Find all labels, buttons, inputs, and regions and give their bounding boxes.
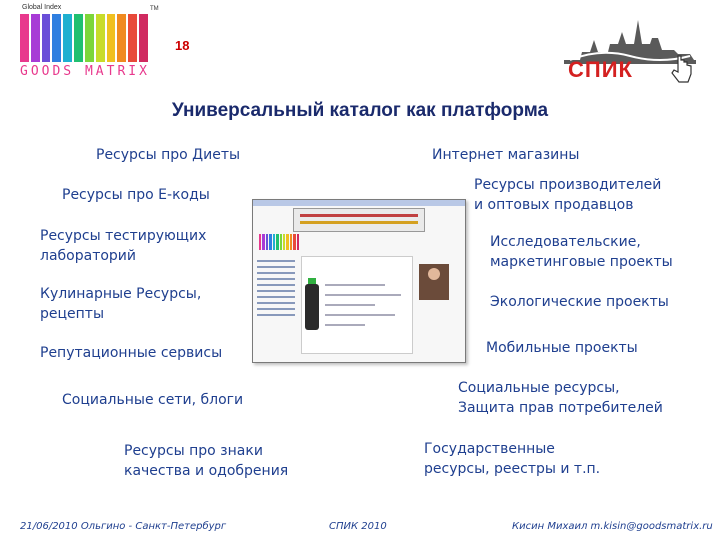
logo-bar [107, 14, 116, 62]
site-sidebar [257, 256, 295, 320]
left-item-testing-labs: Ресурсы тестирующих лабораторий [40, 228, 207, 264]
logo-bar [276, 234, 278, 250]
logo-bar [286, 234, 288, 250]
right-item-government: Государственные ресурсы, реестры и т.п. [424, 441, 601, 477]
right-item-manufacturers: Ресурсы производителей и оптовых продавцов [474, 177, 662, 213]
footer-author: Кисин Михаил m.kisin@goodsmatrix.ru [512, 521, 713, 532]
site-banner [293, 208, 425, 232]
left-item-quality-marks: Ресурсы про знаки качества и одобрения [124, 443, 289, 479]
content-line [325, 324, 365, 326]
logo-bar [280, 234, 282, 250]
catalog-website-screenshot [252, 199, 466, 363]
browser-toolbar [253, 200, 465, 206]
goods-matrix-logo-text: GOODS MATRIX [20, 64, 150, 79]
logo-bar [117, 14, 126, 62]
logo-bar [96, 14, 105, 62]
person-photo [419, 264, 449, 300]
right-item-social-resources: Социальные ресурсы, Защита прав потребителей [458, 380, 663, 416]
left-item-culinary: Кулинарные Ресурсы, рецепты [40, 286, 202, 322]
content-line [325, 294, 401, 296]
goods-matrix-logo-bars [20, 14, 148, 62]
right-item-online-stores: Интернет магазины [432, 147, 580, 163]
logo-bar [139, 14, 148, 62]
logo-bar [266, 234, 268, 250]
content-line [325, 284, 385, 286]
trademark-mark: TM [150, 6, 159, 12]
logo-bar [85, 14, 94, 62]
slide-title: Универсальный каталог как платформа [171, 100, 549, 121]
content-line [325, 314, 395, 316]
logo-bar [74, 14, 83, 62]
logo-bar [20, 14, 29, 62]
footer-event: СПИК 2010 [329, 521, 387, 532]
logo-bar [52, 14, 61, 62]
logo-bar [259, 234, 261, 250]
left-item-diets: Ресурсы про Диеты [96, 147, 241, 163]
right-item-research: Исследовательские, маркетинговые проекты [490, 234, 673, 270]
logo-bar [31, 14, 40, 62]
logo-bar [293, 234, 295, 250]
footer-date-place: 21/06/2010 Ольгино - Санкт-Петербург [20, 521, 227, 532]
left-item-reputation: Репутационные сервисы [40, 345, 223, 361]
logo-bar [262, 234, 264, 250]
left-item-e-codes: Ресурсы про Е-коды [62, 187, 210, 203]
logo-bar [290, 234, 292, 250]
site-logo-bars [259, 234, 299, 250]
logo-bar [283, 234, 285, 250]
logo-bar [63, 14, 72, 62]
content-line [325, 304, 375, 306]
product-image [305, 284, 319, 330]
global-index-label: Global Index [22, 4, 62, 11]
left-item-social-networks: Социальные сети, блоги [62, 392, 244, 408]
logo-bar [297, 234, 299, 250]
spik-logo-text: СПИК [568, 57, 633, 82]
logo-bar [128, 14, 137, 62]
logo-bar [269, 234, 271, 250]
right-item-ecology: Экологические проекты [490, 294, 669, 310]
logo-bar [273, 234, 275, 250]
logo-bar [42, 14, 51, 62]
right-item-mobile: Мобильные проекты [486, 340, 638, 356]
page-number: 18 [175, 38, 190, 53]
